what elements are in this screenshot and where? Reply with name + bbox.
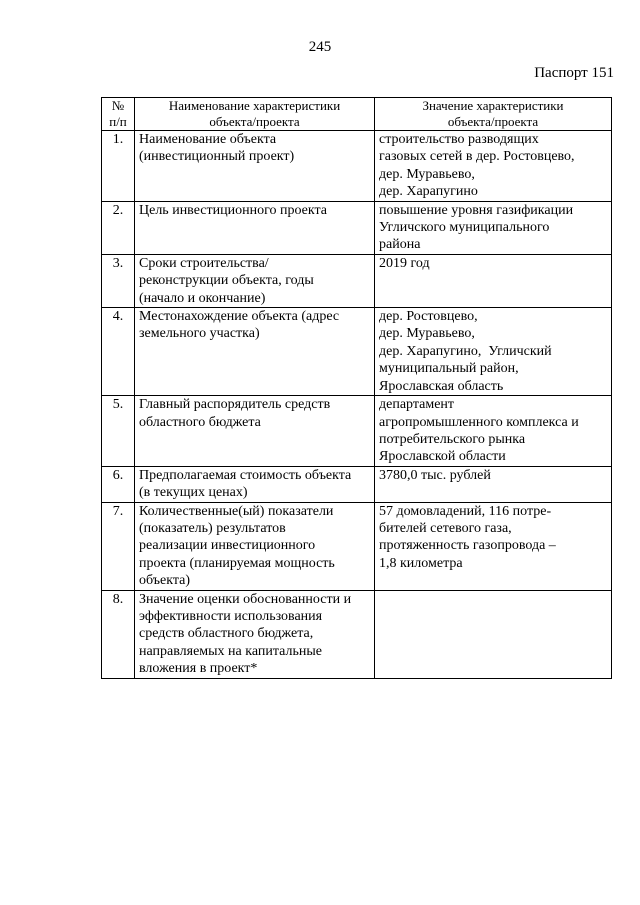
row-value-line: дер. Харапугино, Угличский: [379, 343, 552, 359]
row-name-line: Сроки строительства/: [139, 255, 269, 271]
row-name-line: земельного участка): [139, 326, 260, 342]
row-value-line: 1,8 километра: [379, 555, 463, 571]
table-row: [102, 502, 612, 590]
table-row: [102, 396, 612, 467]
row-number: 6.: [102, 466, 135, 502]
row-number: 4.: [102, 308, 135, 396]
row-name-line: направляемых на капитальные: [139, 643, 322, 659]
passport-label: Паспорт 151: [534, 65, 614, 81]
row-name: [135, 131, 375, 202]
table-row: [102, 254, 612, 307]
row-value-line: Ярославская область: [379, 378, 504, 394]
row-value-line: протяженность газопровода –: [379, 538, 556, 554]
row-name-line: Главный распорядитель средств: [139, 397, 331, 413]
row-value-line: газовых сетей в дер. Ростовцево,: [379, 149, 575, 165]
row-number: 3.: [102, 254, 135, 307]
header-value-line: Значение характеристики: [422, 98, 564, 113]
row-name: [135, 466, 375, 502]
header-num-line: п/п: [109, 113, 127, 129]
row-name-line: проекта (планируемая мощность: [139, 555, 335, 571]
row-value-line: повышение уровня газификации: [379, 202, 574, 218]
row-value-line: Ярославской области: [379, 449, 506, 465]
row-value-line: района: [379, 237, 421, 253]
header-name: [135, 98, 375, 131]
row-name: [135, 308, 375, 396]
row-name-line: областного бюджета: [139, 414, 261, 430]
row-number: 1.: [102, 131, 135, 202]
row-name-line: объекта): [139, 573, 191, 589]
header-value: [375, 98, 612, 131]
row-value-line: дер. Муравьево,: [379, 326, 475, 342]
row-value-line: 57 домовладений, 116 потре-: [379, 503, 552, 519]
row-name-line: Цель инвестиционного проекта: [139, 202, 327, 218]
row-value-line: бителей сетевого газа,: [379, 520, 512, 536]
passport-table: [101, 97, 612, 679]
row-name-line: Значение оценки обоснованности и: [139, 591, 352, 607]
row-value-line: Угличского муниципального: [379, 220, 550, 236]
row-name-line: Количественные(ый) показатели: [139, 503, 334, 519]
row-number: 5.: [102, 396, 135, 467]
table-row: [102, 131, 612, 202]
row-value-line: дер. Харапугино: [379, 184, 478, 200]
row-name: [135, 254, 375, 307]
row-name-line: Наименование объекта: [139, 132, 277, 147]
table-body: [102, 131, 612, 679]
row-name-line: (инвестиционный проект): [139, 149, 295, 165]
row-value-line: 2019 год: [379, 255, 430, 271]
table-row: [102, 308, 612, 396]
row-value-line: агропромышленного комплекса и: [379, 414, 579, 430]
row-value: [375, 590, 612, 678]
row-value-line: 3780,0 тыс. рублей: [379, 467, 491, 483]
row-value-line: департамент: [379, 397, 455, 413]
table-header-row: [102, 98, 612, 131]
row-value: [375, 396, 612, 467]
header-num: [102, 98, 135, 131]
row-name-line: реконструкции объекта, годы: [139, 273, 314, 289]
row-number: 8.: [102, 590, 135, 678]
row-number: 2.: [102, 201, 135, 254]
row-value: [375, 308, 612, 396]
row-value: [375, 254, 612, 307]
row-name-line: (начало и окончание): [139, 290, 266, 306]
table-row: [102, 466, 612, 502]
header-name-line: Наименование характеристики: [168, 98, 341, 113]
row-value-line: потребительского рынка: [379, 431, 526, 447]
row-name: [135, 396, 375, 467]
row-name-line: вложения в проект*: [139, 661, 258, 677]
row-name: [135, 590, 375, 678]
header-value-line: объекта/проекта: [447, 113, 539, 129]
row-name: [135, 502, 375, 590]
row-number: 7.: [102, 502, 135, 590]
row-value: [375, 466, 612, 502]
row-name-line: (в текущих ценах): [139, 485, 248, 501]
row-name-line: средств областного бюджета,: [139, 626, 314, 642]
header-num-line: №: [111, 98, 125, 113]
page-number: 245: [308, 39, 332, 55]
row-name-line: Предполагаемая стоимость объекта: [139, 467, 352, 483]
table-row: [102, 590, 612, 678]
row-value: [375, 201, 612, 254]
row-value-line: муниципальный район,: [379, 361, 519, 377]
row-name-line: эффективности использования: [139, 608, 323, 624]
row-name: [135, 201, 375, 254]
table-row: [102, 201, 612, 254]
header-name-line: объекта/проекта: [209, 113, 300, 129]
row-name-line: Местонахождение объекта (адрес: [139, 309, 340, 325]
row-value: [375, 131, 612, 202]
row-name-line: (показатель) результатов: [139, 520, 286, 536]
row-value: [375, 502, 612, 590]
row-value-line: дер. Ростовцево,: [379, 309, 478, 325]
row-name-line: реализации инвестиционного: [139, 538, 316, 554]
row-value-line: дер. Муравьево,: [379, 166, 475, 182]
row-value-line: строительство разводящих: [379, 132, 539, 147]
